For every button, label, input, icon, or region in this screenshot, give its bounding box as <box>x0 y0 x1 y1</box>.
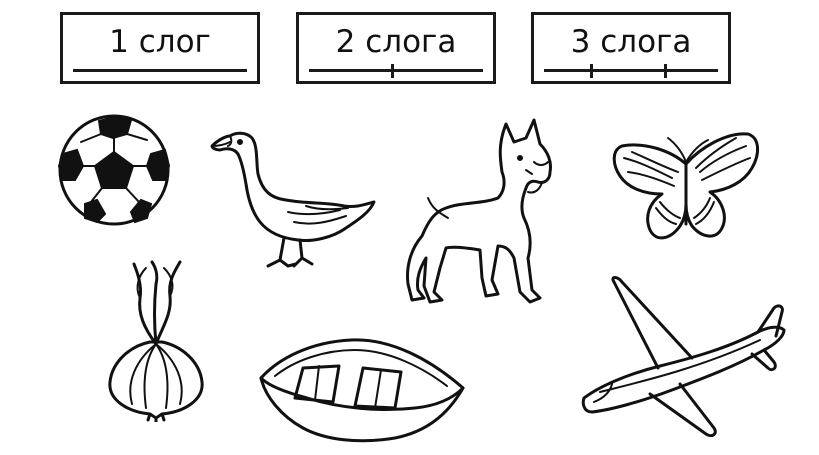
card-label: 3 слога <box>570 24 692 60</box>
card-three-syllables[interactable] <box>531 12 731 84</box>
syllable-scheme-line <box>309 69 483 72</box>
syllable-divider-tick <box>664 64 667 78</box>
syllable-scheme-line <box>73 69 247 72</box>
ball-picture[interactable] <box>55 114 173 226</box>
syllable-divider-tick <box>391 64 394 78</box>
card-label: 1 слог <box>109 24 211 60</box>
dog-picture[interactable] <box>402 118 566 314</box>
goose-picture[interactable] <box>208 128 380 272</box>
card-label: 2 слога <box>335 24 457 60</box>
syllable-scheme-line <box>544 69 718 72</box>
airplane-picture[interactable] <box>580 274 790 440</box>
boat-picture[interactable] <box>255 336 471 446</box>
card-one-syllable[interactable] <box>60 12 260 84</box>
onion-picture[interactable] <box>104 258 210 422</box>
syllable-divider-tick <box>590 64 593 78</box>
card-two-syllables[interactable] <box>296 12 496 84</box>
butterfly-picture[interactable] <box>610 128 762 246</box>
